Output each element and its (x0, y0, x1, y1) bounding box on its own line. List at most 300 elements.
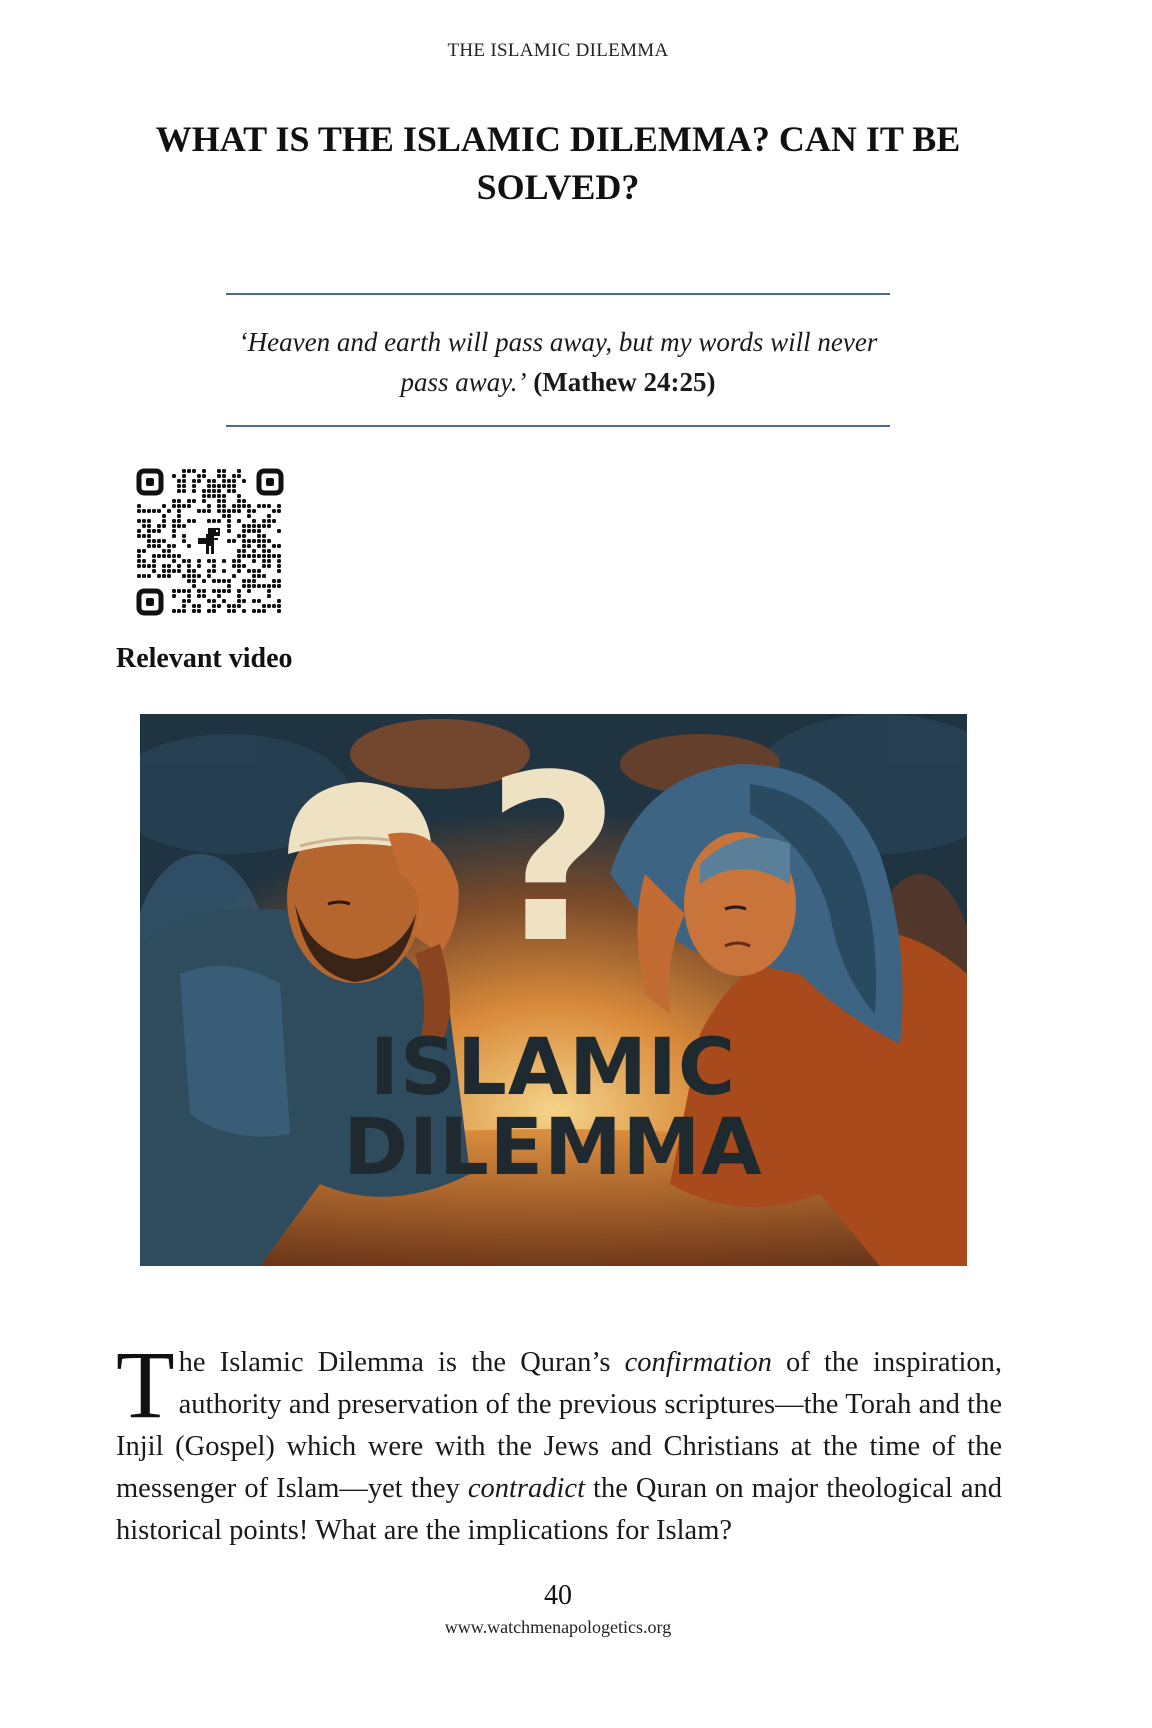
qr-module (177, 504, 181, 508)
qr-module (177, 569, 181, 573)
qr-module (207, 504, 211, 508)
qr-module (152, 569, 156, 573)
qr-module (197, 609, 201, 613)
qr-module (222, 499, 226, 503)
qr-module (172, 589, 176, 593)
qr-module (272, 604, 276, 608)
question-mark-icon: ? (486, 727, 620, 994)
qr-module (182, 469, 186, 473)
qr-module (187, 574, 191, 578)
qr-module (172, 524, 176, 528)
qr-module (262, 559, 266, 563)
qr-module (217, 594, 221, 598)
qr-module (237, 559, 241, 563)
qr-module (172, 569, 176, 573)
qr-module (262, 574, 266, 578)
qr-module (137, 504, 141, 508)
qr-module (242, 549, 246, 553)
qr-module (242, 564, 246, 568)
qr-module (242, 499, 246, 503)
qr-module (182, 589, 186, 593)
qr-module (137, 559, 141, 563)
qr-module (237, 569, 241, 573)
qr-module (187, 469, 191, 473)
qr-module (237, 599, 241, 603)
qr-module (237, 509, 241, 513)
qr-module (177, 499, 181, 503)
qr-module (267, 584, 271, 588)
qr-module (177, 589, 181, 593)
qr-module (147, 529, 151, 533)
qr-module (212, 609, 216, 613)
qr-module (252, 574, 256, 578)
qr-module (197, 474, 201, 478)
qr-module (152, 509, 156, 513)
qr-module (187, 499, 191, 503)
qr-module (217, 494, 221, 498)
epigraph-quote: ‘Heaven and earth will pass away, but my words will never pass away.’ (238, 327, 878, 397)
qr-module (262, 544, 266, 548)
qr-module (197, 559, 201, 563)
qr-module (227, 489, 231, 493)
qr-module (232, 509, 236, 513)
qr-module (197, 589, 201, 593)
qr-module (257, 529, 261, 533)
qr-module (192, 489, 196, 493)
qr-module (187, 564, 191, 568)
qr-module (182, 489, 186, 493)
qr-module (207, 484, 211, 488)
epigraph (226, 322, 890, 402)
qr-module (192, 569, 196, 573)
qr-module (237, 469, 241, 473)
qr-module (152, 539, 156, 543)
qr-module (172, 559, 176, 563)
qr-module (237, 499, 241, 503)
qr-module (217, 579, 221, 583)
qr-module (252, 579, 256, 583)
qr-module (227, 509, 231, 513)
qr-module (227, 484, 231, 488)
qr-module (182, 604, 186, 608)
paragraph-text-2: of the inspiration, authority and preservation of the previous scriptures—the Torah and the Injil (Gospel) which were with the Jews and Christians at the time of the messenger of Islam—yet they (116, 1347, 1002, 1504)
qr-module (267, 554, 271, 558)
paragraph-emphasis-2: contradict (467, 1473, 586, 1504)
qr-module (217, 504, 221, 508)
qr-module (257, 524, 261, 528)
qr-module (242, 524, 246, 528)
qr-module (152, 564, 156, 568)
qr-module (157, 524, 161, 528)
qr-module (232, 474, 236, 478)
qr-module (217, 509, 221, 513)
qr-module (257, 599, 261, 603)
qr-module (257, 554, 261, 558)
qr-module (137, 554, 141, 558)
qr-module (207, 519, 211, 523)
qr-module (157, 574, 161, 578)
qr-module (162, 519, 166, 523)
relevant-video-label: Relevant video (116, 643, 293, 674)
qr-module (247, 569, 251, 573)
paragraph-text-3: the Quran on major theological and historical points! What are the implications for Islam? (116, 1473, 1002, 1546)
qr-module (277, 579, 281, 583)
qr-module (227, 514, 231, 518)
qr-module (187, 569, 191, 573)
qr-module (202, 474, 206, 478)
qr-module (192, 469, 196, 473)
qr-module (257, 574, 261, 578)
qr-module (137, 519, 141, 523)
qr-module (227, 589, 231, 593)
qr-module (232, 479, 236, 483)
qr-module (232, 484, 236, 488)
qr-module (227, 519, 231, 523)
qr-module (232, 504, 236, 508)
qr-module (162, 554, 166, 558)
qr-module (267, 504, 271, 508)
epigraph-bottom-rule (226, 425, 890, 427)
qr-module (197, 509, 201, 513)
qr-module (262, 524, 266, 528)
qr-module (172, 554, 176, 558)
qr-module (197, 574, 201, 578)
qr-module (152, 554, 156, 558)
qr-module (197, 604, 201, 608)
qr-module (212, 494, 216, 498)
qr-module (212, 489, 216, 493)
qr-module (272, 544, 276, 548)
paragraph-emphasis-1: confirmation (624, 1347, 772, 1378)
qr-module (267, 559, 271, 563)
qr-module (237, 494, 241, 498)
qr-module (252, 524, 256, 528)
qr-module (177, 509, 181, 513)
qr-module (182, 504, 186, 508)
qr-module (227, 529, 231, 533)
qr-module (237, 474, 241, 478)
qr-module (172, 544, 176, 548)
qr-module (247, 554, 251, 558)
qr-module (182, 609, 186, 613)
qr-module (242, 579, 246, 583)
qr-module (232, 574, 236, 578)
qr-module (262, 539, 266, 543)
qr-module (172, 499, 176, 503)
qr-module (252, 559, 256, 563)
qr-module (227, 584, 231, 588)
qr-module (217, 499, 221, 503)
qr-module (272, 509, 276, 513)
footer-url[interactable]: www.watchmenapologetics.org (444, 1617, 672, 1637)
qr-module (237, 549, 241, 553)
qr-module (187, 544, 191, 548)
qr-module (222, 474, 226, 478)
qr-module (162, 524, 166, 528)
qr-module (192, 574, 196, 578)
qr-module (167, 544, 171, 548)
qr-module (242, 539, 246, 543)
qr-module (222, 514, 226, 518)
qr-module (222, 469, 226, 473)
qr-module (267, 524, 271, 528)
qr-module (137, 529, 141, 533)
qr-module (232, 604, 236, 608)
qr-module (232, 559, 236, 563)
qr-module (162, 549, 166, 553)
cover-title-line1: ISLAMIC (369, 1023, 737, 1113)
qr-module (257, 609, 261, 613)
qr-module (232, 609, 236, 613)
qr-module (267, 514, 271, 518)
qr-module (257, 504, 261, 508)
qr-module (257, 534, 261, 538)
qr-module (242, 544, 246, 548)
qr-code-icon[interactable] (136, 468, 284, 616)
qr-module (167, 569, 171, 573)
qr-module (247, 544, 251, 548)
qr-module (277, 604, 281, 608)
qr-module (192, 609, 196, 613)
qr-module (157, 529, 161, 533)
qr-module (237, 504, 241, 508)
qr-module (277, 609, 281, 613)
qr-module (182, 479, 186, 483)
qr-module (212, 579, 216, 583)
qr-module (257, 544, 261, 548)
qr-module (147, 574, 151, 578)
qr-module (152, 529, 156, 533)
qr-module (252, 569, 256, 573)
qr-module (157, 544, 161, 548)
qr-module (167, 564, 171, 568)
qr-module (147, 534, 151, 538)
qr-module (222, 599, 226, 603)
qr-module (197, 564, 201, 568)
qr-module (187, 559, 191, 563)
qr-module (162, 569, 166, 573)
qr-module (147, 544, 151, 548)
qr-module (242, 599, 246, 603)
qr-module (187, 504, 191, 508)
qr-module (172, 529, 176, 533)
epigraph-reference: (Mathew 24:25) (533, 367, 716, 397)
qr-module (212, 599, 216, 603)
qr-module (202, 509, 206, 513)
qr-module (182, 599, 186, 603)
running-header: THE ISLAMIC DILEMMA (447, 40, 669, 61)
qr-module (277, 509, 281, 513)
qr-module (267, 589, 271, 593)
qr-module (212, 559, 216, 563)
qr-module (177, 514, 181, 518)
qr-module (262, 584, 266, 588)
qr-module (202, 594, 206, 598)
qr-module (272, 584, 276, 588)
qr-module (202, 579, 206, 583)
qr-module (272, 554, 276, 558)
qr-module (262, 604, 266, 608)
qr-module (187, 519, 191, 523)
qr-module (272, 519, 276, 523)
qr-module (217, 474, 221, 478)
qr-module (142, 559, 146, 563)
qr-module (137, 509, 141, 513)
qr-module (247, 514, 251, 518)
qr-module (152, 559, 156, 563)
qr-module (252, 554, 256, 558)
qr-module (167, 574, 171, 578)
qr-module (192, 484, 196, 488)
qr-module (207, 479, 211, 483)
qr-module (192, 584, 196, 588)
qr-module (182, 524, 186, 528)
qr-module (227, 479, 231, 483)
qr-module (137, 574, 141, 578)
qr-module (147, 539, 151, 543)
qr-module (192, 604, 196, 608)
qr-module (172, 519, 176, 523)
qr-module (147, 519, 151, 523)
qr-module (172, 474, 176, 478)
qr-module (277, 529, 281, 533)
qr-module (182, 534, 186, 538)
video-cover-image[interactable] (140, 714, 967, 1266)
qr-module (182, 559, 186, 563)
qr-module (142, 564, 146, 568)
qr-module (252, 609, 256, 613)
qr-module (187, 594, 191, 598)
qr-module (257, 569, 261, 573)
qr-module (187, 599, 191, 603)
qr-module (217, 519, 221, 523)
qr-module (167, 554, 171, 558)
qr-module (267, 539, 271, 543)
qr-module (247, 579, 251, 583)
qr-module (192, 499, 196, 503)
qr-module (172, 609, 176, 613)
qr-module (182, 539, 186, 543)
qr-module (262, 549, 266, 553)
qr-module (212, 564, 216, 568)
qr-module (197, 479, 201, 483)
qr-module (177, 489, 181, 493)
qr-module (262, 554, 266, 558)
qr-module (232, 564, 236, 568)
qr-module (187, 579, 191, 583)
qr-module (232, 489, 236, 493)
qr-module (247, 589, 251, 593)
qr-module (187, 589, 191, 593)
qr-module (277, 599, 281, 603)
qr-module (182, 574, 186, 578)
qr-module (247, 539, 251, 543)
qr-module (202, 499, 206, 503)
qr-module (142, 524, 146, 528)
qr-module (242, 554, 246, 558)
qr-module (142, 574, 146, 578)
qr-module (157, 509, 161, 513)
qr-module (217, 484, 221, 488)
qr-module (222, 559, 226, 563)
qr-module (242, 529, 246, 533)
qr-module (222, 509, 226, 513)
qr-module (202, 494, 206, 498)
qr-module (237, 564, 241, 568)
qr-module (237, 604, 241, 608)
qr-module (172, 534, 176, 538)
qr-module (207, 609, 211, 613)
qr-module (277, 569, 281, 573)
qr-module (177, 554, 181, 558)
qr-module (137, 549, 141, 553)
cover-title-line2: DILEMMA (343, 1103, 763, 1193)
qr-module (212, 484, 216, 488)
qr-module (197, 594, 201, 598)
qr-module (227, 579, 231, 583)
qr-module (247, 504, 251, 508)
qr-module (182, 484, 186, 488)
qr-module (277, 544, 281, 548)
qr-module (277, 554, 281, 558)
qr-module (212, 479, 216, 483)
paragraph-text-1: he Islamic Dilemma is the Quran’s (178, 1347, 625, 1378)
qr-module (212, 569, 216, 573)
qr-module (267, 594, 271, 598)
qr-module (142, 534, 146, 538)
qr-module (142, 509, 146, 513)
qr-module (247, 524, 251, 528)
qr-module (207, 489, 211, 493)
body-paragraph (116, 1331, 1002, 1552)
qr-module (147, 524, 151, 528)
qr-module (207, 574, 211, 578)
qr-module (162, 514, 166, 518)
qr-module (177, 524, 181, 528)
qr-module (237, 554, 241, 558)
qr-module (147, 509, 151, 513)
qr-module (207, 494, 211, 498)
qr-module (242, 584, 246, 588)
qr-module (137, 534, 141, 538)
qr-module (177, 564, 181, 568)
qr-module (182, 474, 186, 478)
qr-module (137, 564, 141, 568)
qr-module (262, 534, 266, 538)
qr-module (262, 564, 266, 568)
qr-module (202, 589, 206, 593)
qr-module (162, 504, 166, 508)
qr-module (252, 599, 256, 603)
qr-module (217, 489, 221, 493)
qr-module (262, 519, 266, 523)
qr-module (277, 504, 281, 508)
qr-module (207, 569, 211, 573)
qr-module (142, 519, 146, 523)
chapter-title: WHAT IS THE ISLAMIC DILEMMA? CAN IT BE SOLVED? (155, 119, 961, 207)
qr-module (227, 604, 231, 608)
qr-module (157, 539, 161, 543)
qr-module (207, 509, 211, 513)
qr-module (192, 519, 196, 523)
qr-module (202, 469, 206, 473)
qr-module (267, 519, 271, 523)
qr-module (217, 469, 221, 473)
qr-module (242, 479, 246, 483)
qr-module (262, 504, 266, 508)
qr-module (257, 539, 261, 543)
qr-module (222, 479, 226, 483)
